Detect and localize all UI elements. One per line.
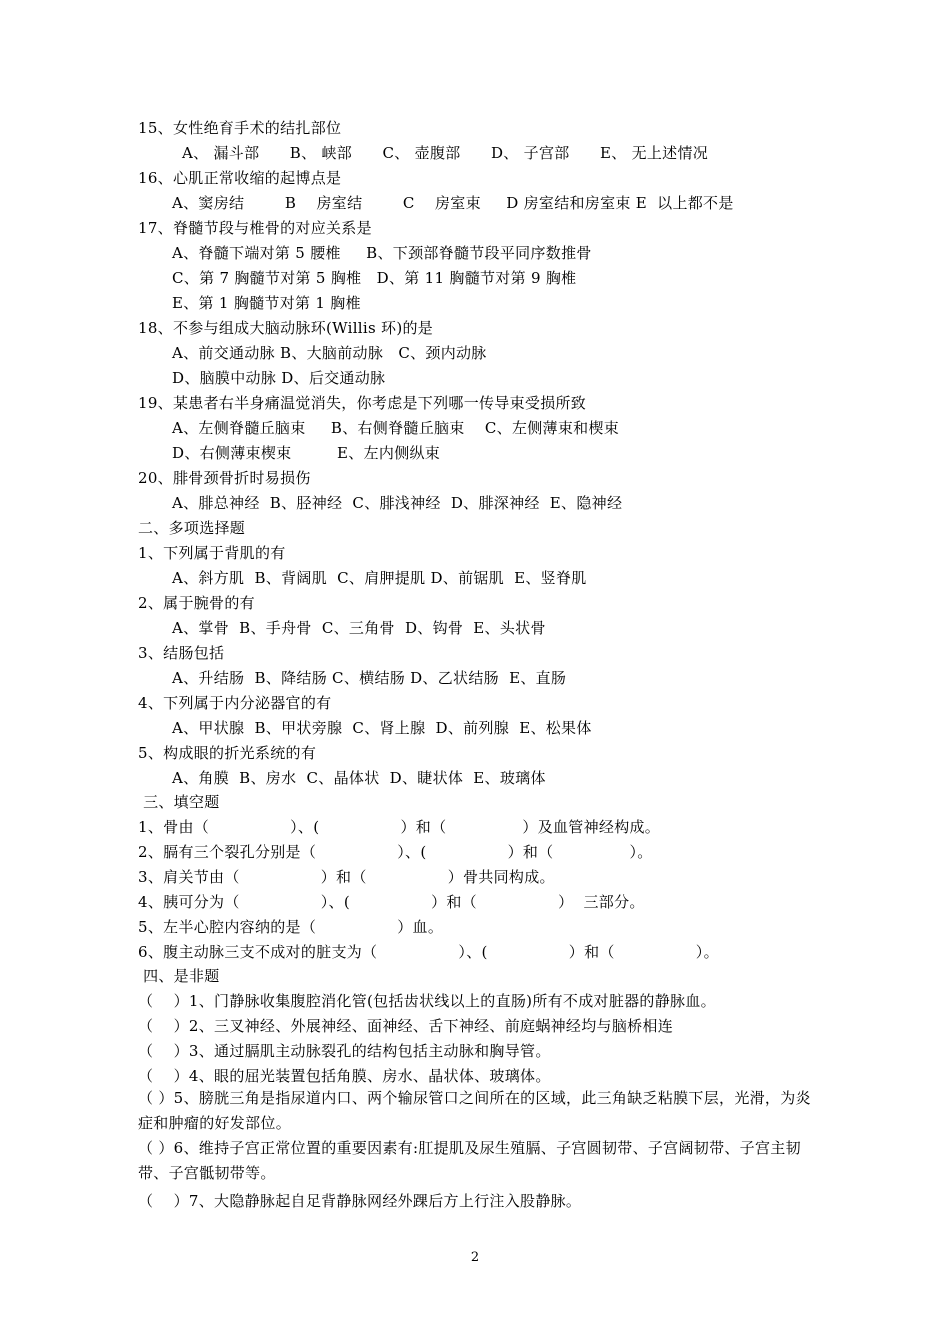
options-19-a: A、左侧脊髓丘脑束 B、右侧脊髓丘脑束 C、左侧薄束和楔束 <box>172 419 620 437</box>
tf-question-4: （ ）4、眼的屈光装置包括角膜、房水、晶状体、玻璃体。 <box>138 1067 551 1085</box>
fill-question-5: 5、左半心腔内容纳的是（ ）血。 <box>138 918 444 936</box>
tf-question-6: （ ）6、维持子宫正常位置的重要因素有:肛提肌及尿生殖膈、子宫圆韧带、子宫阔韧带、子宫主韧带、子宫骶韧带等。 <box>138 1139 801 1182</box>
mc-question-3: 3、结肠包括 <box>138 644 225 662</box>
options-18-d: D、脑膜中动脉 D、后交通动脉 <box>172 369 386 387</box>
question-16: 16、心肌正常收缩的起博点是 <box>138 169 342 187</box>
tf-question-1: （ ）1、门静脉收集腹腔消化管(包括齿状线以上的直肠)所有不成对脏器的静脉血。 <box>138 992 716 1010</box>
section-heading-true-false: 四、是非题 <box>138 967 220 985</box>
question-19: 19、某患者右半身痛温觉消失，你考虑是下列哪一传导束受损所致 <box>138 394 587 412</box>
tf-question-5: （ ）5、膀胱三角是指尿道内口、两个输尿管口之间所在的区域，此三角缺乏粘膜下层，光滑，为炎症和肿瘤的好发部位。 <box>138 1089 811 1132</box>
mc-options-3: A、升结肠 B、降结肠 C、横结肠 D、乙状结肠 E、直肠 <box>172 669 567 687</box>
tf-question-3: （ ）3、通过膈肌主动脉裂孔的结构包括主动脉和胸导管。 <box>138 1042 551 1060</box>
options-18-a: A、前交通动脉 B、大脑前动脉 C、颈内动脉 <box>172 344 487 362</box>
question-17: 17、脊髓节段与椎骨的对应关系是 <box>138 219 372 237</box>
fill-question-2: 2、膈有三个裂孔分别是（ ）、( ）和（ ）。 <box>138 843 653 861</box>
tf-question-7: （ ）7、大隐静脉起自足背静脉网经外踝后方上行注入股静脉。 <box>138 1192 582 1210</box>
options-20: A、腓总神经 B、胫神经 C、腓浅神经 D、腓深神经 E、隐神经 <box>172 494 623 512</box>
question-15: 15、女性绝育手术的结扎部位 <box>138 119 342 137</box>
options-15: A、 漏斗部 B、 峡部 C、 壶腹部 D、 子宫部 E、 无上述情况 <box>182 144 709 162</box>
mc-question-4: 4、下列属于内分泌器官的有 <box>138 694 332 712</box>
fill-question-6: 6、腹主动脉三支不成对的脏支为（ ）、( ）和（ ）。 <box>138 943 719 961</box>
mc-options-1: A、斜方肌 B、背阔肌 C、肩胛提肌 D、前锯肌 E、竖脊肌 <box>172 569 587 587</box>
options-19-d: D、右侧薄束楔束 E、左内侧纵束 <box>172 444 441 462</box>
options-17-c: C、第 7 胸髓节对第 5 胸椎 D、第 11 胸髓节对第 9 胸椎 <box>172 269 577 287</box>
fill-question-4: 4、胰可分为（ ）、( ）和（ ） 三部分。 <box>138 893 645 911</box>
mc-question-1: 1、下列属于背肌的有 <box>138 544 286 562</box>
options-17-a: A、脊髓下端对第 5 腰椎 B、下颈部脊髓节段平同序数推骨 <box>172 244 592 262</box>
mc-options-5: A、角膜 B、房水 C、晶体状 D、睫状体 E、玻璃体 <box>172 769 546 787</box>
mc-question-5: 5、构成眼的折光系统的有 <box>138 744 317 762</box>
section-heading-fill-in: 三、填空题 <box>138 793 220 811</box>
mc-options-4: A、甲状腺 B、甲状旁腺 C、肾上腺 D、前列腺 E、松果体 <box>172 719 592 737</box>
question-20: 20、腓骨颈骨折时易损伤 <box>138 469 311 487</box>
question-18: 18、不参与组成大脑动脉环(Willis 环)的是 <box>138 319 434 337</box>
section-heading-multiple-choice: 二、多项选择题 <box>138 519 246 537</box>
fill-question-3: 3、肩关节由（ ）和（ ）骨共同构成。 <box>138 868 555 886</box>
tf-question-2: （ ）2、三叉神经、外展神经、面神经、舌下神经、前庭蜗神经均与脑桥相连 <box>138 1017 674 1035</box>
mc-question-2: 2、属于腕骨的有 <box>138 594 255 612</box>
options-17-e: E、第 1 胸髓节对第 1 胸椎 <box>172 294 361 312</box>
mc-options-2: A、掌骨 B、手舟骨 C、三角骨 D、钩骨 E、头状骨 <box>172 619 546 637</box>
page-number: 2 <box>470 1250 480 1265</box>
options-16: A、窦房结 B 房室结 C 房室束 D 房室结和房室束 E 以上都不是 <box>172 194 734 212</box>
fill-question-1: 1、骨由（ ）、( ）和（ ）及血管神经构成。 <box>138 818 661 836</box>
